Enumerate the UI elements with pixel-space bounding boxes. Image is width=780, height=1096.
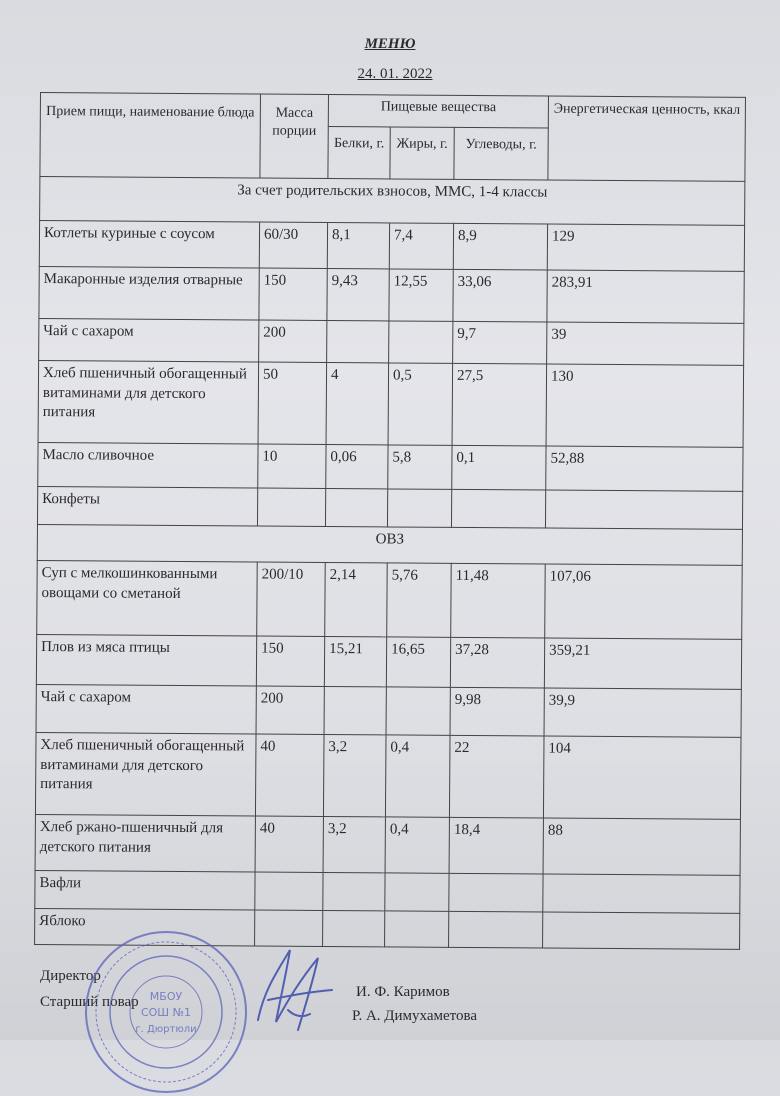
signature bbox=[228, 930, 348, 1040]
cell-carbs: 8,9 bbox=[453, 223, 547, 270]
header-mass: Масса порции bbox=[260, 94, 329, 178]
cell-fat: 0,4 bbox=[385, 735, 450, 817]
table-row bbox=[37, 560, 743, 639]
cell-energy: 104 bbox=[543, 736, 741, 819]
cell-name: Хлеб ржано-пшеничный для детского питания bbox=[35, 814, 255, 872]
stamp-line3: г. Дюртюли bbox=[135, 1024, 197, 1035]
header-protein: Белки, г. bbox=[328, 127, 390, 179]
table-row bbox=[35, 732, 741, 819]
cell-energy bbox=[545, 490, 742, 529]
cell-mass bbox=[257, 488, 325, 526]
table-row bbox=[35, 870, 740, 913]
header-nutrients: Пищевые вещества bbox=[328, 95, 548, 129]
cell-carbs bbox=[449, 873, 543, 912]
menu-table bbox=[34, 92, 746, 950]
cell-energy: 39 bbox=[547, 322, 744, 365]
cell-name: Яблоко bbox=[35, 908, 255, 946]
header-fat: Жиры, г. bbox=[390, 127, 454, 179]
cell-fat: 12,55 bbox=[389, 269, 453, 321]
cell-fat: 5,76 bbox=[387, 563, 452, 637]
cell-protein: 9,43 bbox=[327, 269, 389, 321]
director-name: И. Ф. Каримов bbox=[356, 984, 450, 1000]
cell-protein: 2,14 bbox=[325, 563, 388, 637]
cell-protein: 3,2 bbox=[323, 734, 386, 816]
cell-carbs: 0,1 bbox=[452, 445, 546, 490]
cell-energy: 130 bbox=[546, 364, 744, 447]
cell-fat bbox=[386, 687, 450, 735]
cell-mass bbox=[255, 872, 323, 910]
cell-protein: 3,2 bbox=[323, 816, 385, 872]
header-carbs: Углеводы, г. bbox=[454, 127, 548, 180]
chef-label: Старший повар bbox=[40, 994, 139, 1010]
cell-mass: 40 bbox=[255, 816, 323, 872]
cell-name: Котлеты куриные с соусом bbox=[39, 221, 259, 269]
cell-fat: 5,8 bbox=[388, 445, 452, 489]
cell-mass: 200 bbox=[256, 686, 324, 734]
cell-fat: 7,4 bbox=[389, 223, 453, 269]
table-row bbox=[39, 318, 744, 365]
director-label: Директор bbox=[40, 968, 101, 984]
cell-name: Макаронные изделия отварные bbox=[39, 266, 259, 320]
cell-protein bbox=[325, 489, 387, 527]
cell-energy bbox=[543, 912, 740, 949]
cell-mass: 50 bbox=[258, 362, 327, 444]
cell-energy: 52,88 bbox=[546, 446, 743, 491]
cell-carbs bbox=[451, 489, 545, 528]
cell-carbs: 37,28 bbox=[450, 637, 544, 688]
cell-name: Хлеб пшеничный обогащенный витаминами для детского питания bbox=[38, 360, 259, 444]
cell-protein bbox=[327, 321, 389, 363]
header-energy: Энергетическая ценность, ккал bbox=[548, 96, 746, 181]
cell-protein bbox=[324, 686, 386, 734]
school-stamp bbox=[82, 928, 250, 1096]
cell-name: Суп с мелкошинкованными овощами со сметаной bbox=[37, 560, 258, 636]
menu-sheet bbox=[34, 92, 745, 950]
section-label-ovz: ОВЗ bbox=[37, 524, 742, 565]
cell-mass: 10 bbox=[258, 444, 326, 488]
cell-fat: 0,5 bbox=[388, 363, 453, 445]
table-row bbox=[38, 360, 744, 447]
cell-carbs: 9,7 bbox=[453, 321, 547, 364]
cell-mass: 150 bbox=[259, 268, 327, 320]
table-row bbox=[39, 266, 744, 323]
table-row bbox=[36, 634, 741, 689]
cell-protein bbox=[323, 872, 385, 910]
cell-carbs: 27,5 bbox=[452, 363, 547, 446]
cell-name: Чай с сахаром bbox=[39, 318, 259, 362]
document-title: МЕНЮ bbox=[364, 36, 416, 52]
cell-carbs: 18,4 bbox=[449, 817, 543, 874]
cell-mass: 150 bbox=[256, 636, 324, 686]
cell-protein: 8,1 bbox=[327, 223, 389, 269]
cell-name: Чай с сахаром bbox=[36, 684, 256, 734]
cell-energy: 107,06 bbox=[545, 564, 743, 639]
cell-name: Вафли bbox=[35, 870, 255, 910]
stamp-line1: МБОУ bbox=[149, 990, 183, 1003]
cell-energy: 129 bbox=[547, 224, 744, 271]
cell-fat: 16,65 bbox=[386, 637, 450, 687]
cell-protein: 0,06 bbox=[326, 445, 388, 489]
cell-name: Плов из мяса птицы bbox=[36, 634, 256, 686]
cell-mass: 60/30 bbox=[259, 222, 327, 268]
table-row bbox=[39, 221, 744, 272]
table-row bbox=[38, 442, 743, 491]
table-row bbox=[36, 684, 741, 737]
section-label-parents: За счет родительских взносов, ММС, 1-4 классы bbox=[40, 177, 745, 226]
cell-name: Конфеты bbox=[37, 486, 257, 526]
cell-carbs: 22 bbox=[449, 735, 544, 818]
cell-protein: 4 bbox=[326, 363, 389, 445]
cell-mass: 40 bbox=[255, 734, 324, 816]
cell-fat bbox=[389, 321, 453, 363]
table-row bbox=[35, 814, 740, 875]
cell-carbs bbox=[449, 911, 543, 948]
chef-name: Р. А. Димухаметова bbox=[352, 1008, 478, 1024]
cell-fat bbox=[385, 911, 449, 947]
cell-mass: 200 bbox=[259, 320, 327, 362]
cell-energy: 39,9 bbox=[544, 688, 741, 737]
stamp-line2: СОШ №1 bbox=[140, 1006, 192, 1019]
cell-energy: 88 bbox=[543, 818, 740, 875]
cell-energy: 283,91 bbox=[547, 270, 744, 323]
header-meal: Прием пищи, наименование блюда bbox=[40, 93, 261, 179]
cell-carbs: 11,48 bbox=[451, 563, 546, 638]
table-row bbox=[37, 486, 742, 529]
cell-fat bbox=[385, 873, 449, 911]
cell-carbs: 9,98 bbox=[450, 687, 544, 736]
cell-protein: 15,21 bbox=[324, 637, 386, 687]
cell-name: Хлеб пшеничный обогащенный витаминами для детского питания bbox=[35, 732, 256, 816]
cell-fat bbox=[387, 489, 451, 527]
document-date: 24. 01. 2022 bbox=[357, 66, 433, 82]
cell-fat: 0,4 bbox=[385, 817, 449, 873]
cell-carbs: 33,06 bbox=[453, 269, 547, 322]
cell-energy: 359,21 bbox=[544, 638, 741, 689]
cell-mass: 200/10 bbox=[257, 562, 326, 636]
cell-energy bbox=[543, 874, 740, 913]
cell-name: Масло сливочное bbox=[38, 442, 258, 488]
